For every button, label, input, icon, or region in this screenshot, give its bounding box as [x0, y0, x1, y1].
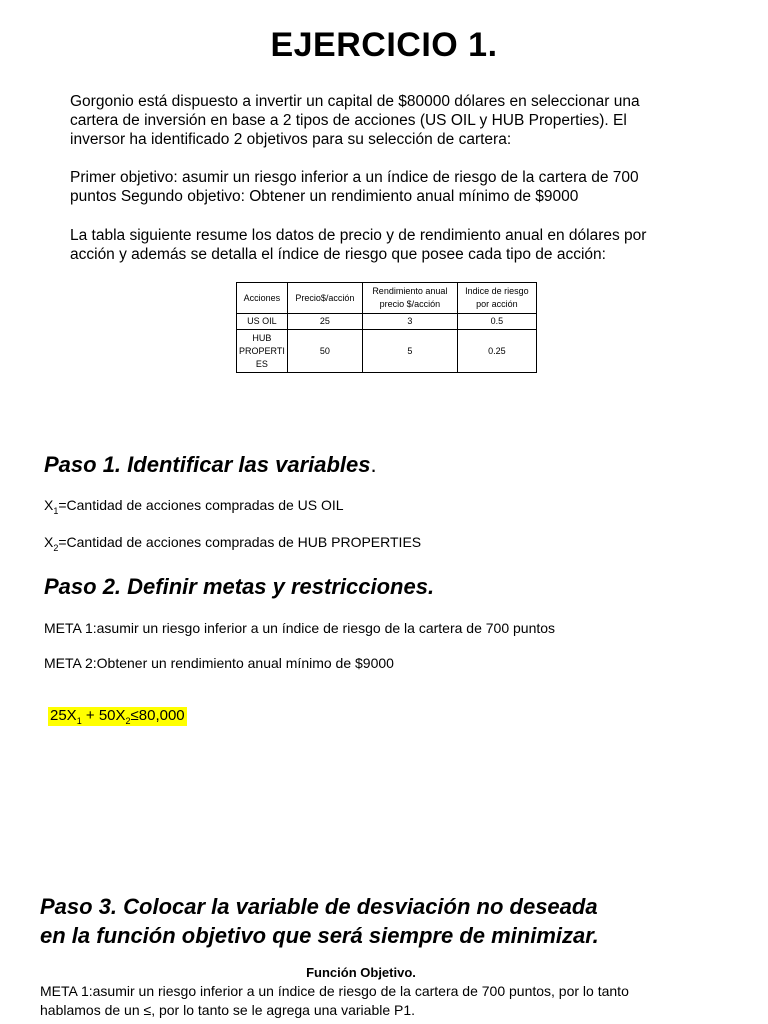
objectives-paragraph — [70, 168, 698, 206]
document-title: EJERCICIO 1. — [270, 26, 498, 64]
intro-line: Gorgonio está dispuesto a invertir un capital de $80000 dólares en seleccionar una — [70, 93, 640, 110]
step2-heading: Paso 2. Definir metas y restricciones. — [44, 574, 435, 599]
intro-line: inversor ha identificado 2 objetivos para su selección de cartera: — [70, 131, 512, 148]
objective-function-title: Función Objetivo. — [306, 965, 416, 980]
variable-x1 — [44, 497, 344, 516]
table-row — [237, 330, 537, 373]
step3-line: Paso 3. Colocar la variable de desviación no deseada — [40, 894, 598, 919]
constraint-term: + 50X — [81, 707, 126, 724]
objective-function-line: hablamos de un ≤, por lo tanto se le agrega una variable P1. — [40, 1002, 416, 1018]
step3-line: en la función objetivo que será siempre de minimizar. — [40, 923, 599, 948]
objectives-line: puntos Segundo objetivo: Obtener un rendimiento anual mínimo de $9000 — [70, 188, 579, 205]
objective-function-text — [40, 982, 682, 1020]
table-header-cell: Precio$/acción — [287, 283, 362, 314]
table-cell: US OIL — [237, 314, 288, 330]
variable-definition: =Cantidad de acciones compradas de US OIL — [58, 497, 344, 513]
constraint-subscript: 2 — [125, 716, 131, 726]
variable-symbol: X — [44, 497, 54, 513]
table-row — [237, 314, 537, 330]
table-header-cell: Indice de riesgo por acción — [457, 283, 536, 314]
meta1-text: META 1:asumir un riesgo inferior a un índice de riesgo de la cartera de 700 puntos — [44, 620, 556, 636]
table-intro-line: La tabla siguiente resume los datos de precio y de rendimiento anual en dólares por — [70, 227, 647, 244]
variable-symbol: X — [44, 534, 54, 550]
table-intro-paragraph — [70, 226, 698, 264]
constraint-term: ≤80,000 — [130, 707, 185, 724]
variable-x2 — [44, 534, 421, 553]
table-cell: HUB PROPERTI ES — [237, 330, 288, 373]
variable-subscript: 2 — [53, 542, 59, 553]
table-header-row — [237, 283, 537, 314]
table-cell: 3 — [362, 314, 457, 330]
table-cell: 5 — [362, 330, 457, 373]
step1-title: Paso 1. Identificar las variables — [44, 452, 371, 477]
constraint-term: 25X — [50, 707, 77, 724]
objectives-line: Primer objetivo: asumir un riesgo inferior a un índice de riesgo de la cartera de 700 — [70, 169, 639, 186]
table-header-cell: Rendimiento anual precio $/acción — [362, 283, 457, 314]
table-header-cell: Acciones — [237, 283, 288, 314]
table-cell: 0.25 — [457, 330, 536, 373]
intro-line: cartera de inversión en base a 2 tipos de acciones (US OIL y HUB Properties). El — [70, 112, 627, 129]
step1-dot: . — [370, 452, 377, 477]
constraint-subscript: 1 — [76, 716, 82, 726]
table-cell: 50 — [287, 330, 362, 373]
table-intro-line: acción y además se detalla el índice de riesgo que posee cada tipo de acción: — [70, 246, 606, 263]
budget-constraint — [48, 707, 187, 726]
data-table — [236, 282, 537, 373]
intro-paragraph — [70, 92, 698, 149]
table-cell: 0.5 — [457, 314, 536, 330]
step1-heading — [44, 452, 377, 478]
meta2-text: META 2:Obtener un rendimiento anual mínimo de $9000 — [44, 655, 394, 671]
table-cell: 25 — [287, 314, 362, 330]
variable-definition: =Cantidad de acciones compradas de HUB PROPERTIES — [58, 534, 422, 550]
objective-function-line: META 1:asumir un riesgo inferior a un índice de riesgo de la cartera de 700 puntos, por lo tanto — [40, 983, 629, 999]
variable-subscript: 1 — [53, 505, 59, 516]
step3-heading — [40, 892, 682, 950]
